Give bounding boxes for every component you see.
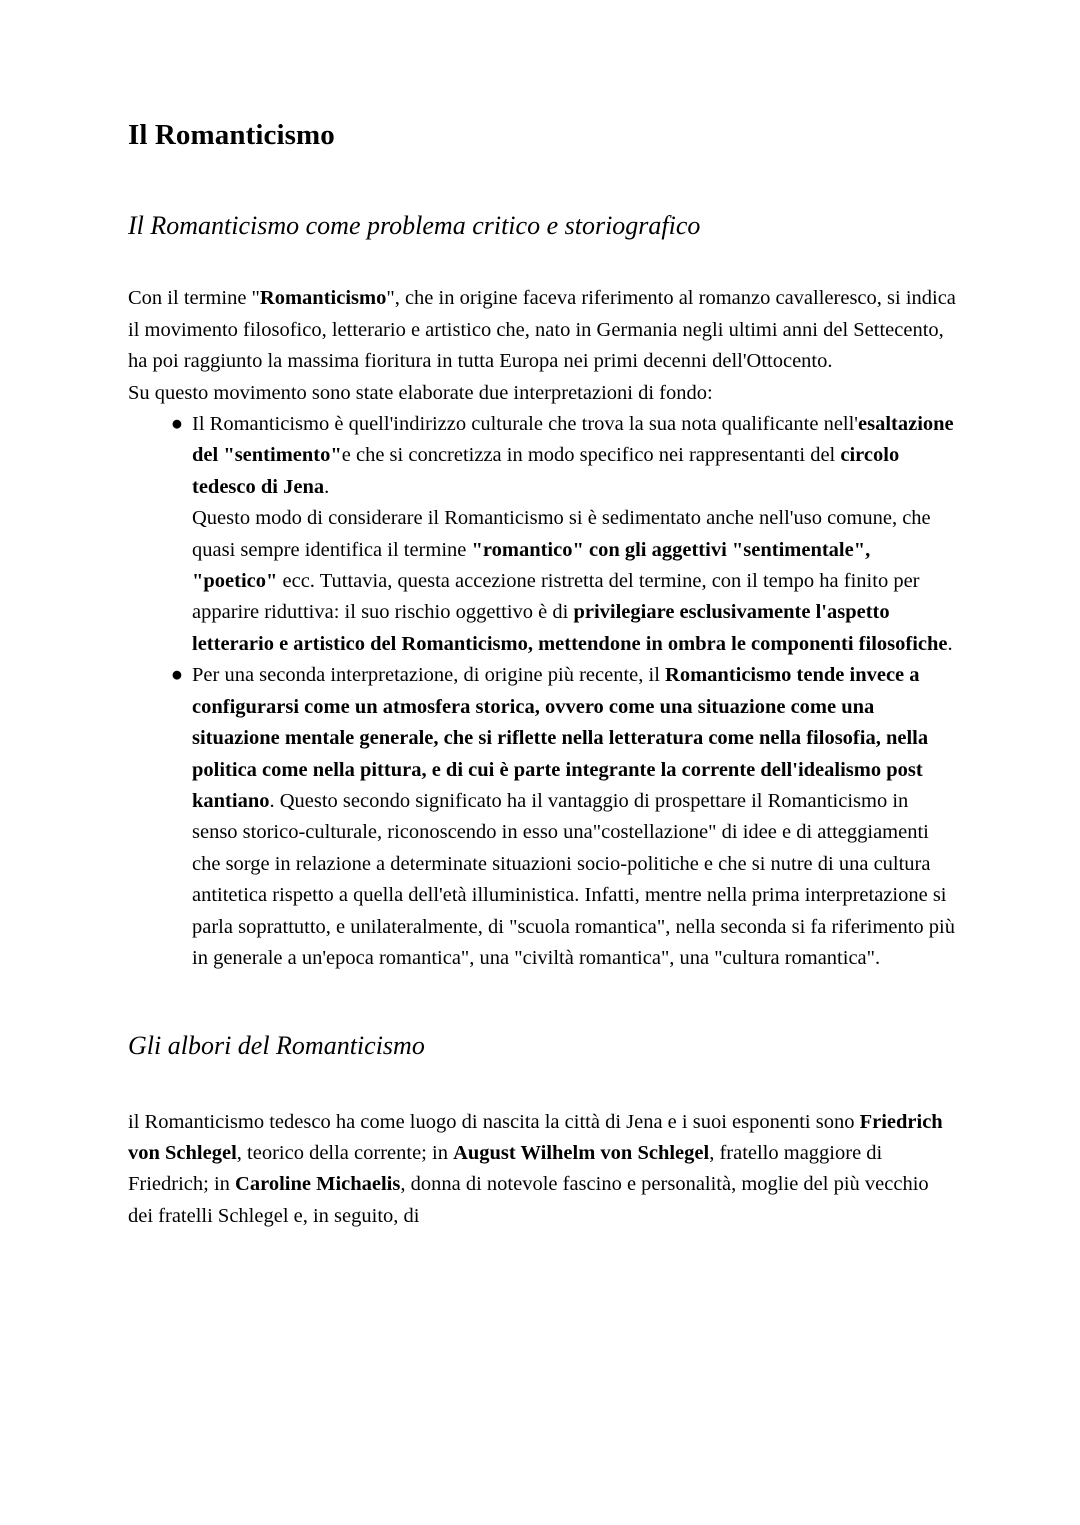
bullet-marker-icon: ● bbox=[170, 664, 184, 687]
paragraph-lead-in: Su questo movimento sono state elaborate due interpretazioni di fondo: bbox=[128, 381, 713, 404]
list-item-text: Per una seconda interpretazione, di origine più recente, il Romanticismo tende invece a configurarsi come un atmosfera storica, ovvero come una situazione come una situazione mentale generale, che si riflette nella letteratura come nella filosofia, nella politica come nella pittura, e di cui è parte integrante la corrente dell'idealismo post kantiano. Questo secondo significato ha il vantaggio di prospettare il Romanticismo in senso storico-culturale, riconoscendo in esso una"costellazione" di idee e di atteggiamenti che sorge in relazione a determinate situazioni socio-politiche e che si nutre di una cultura antitetica rispetto a quella dell'età illuministica. Infatti, mentre nella prima interpretazione si parla soprattutto, e unilateralmente, di "scuola romantica", nella seconda si fa riferimento più in generale a un'epoca romantica", una "civiltà romantica", una "cultura romantica". bbox=[192, 664, 956, 969]
section-1 bbox=[128, 210, 958, 974]
list-item bbox=[128, 409, 958, 660]
section-heading-1: Il Romanticismo come problema critico e storiografico bbox=[128, 211, 701, 241]
section-heading-2: Gli albori del Romanticismo bbox=[128, 1031, 425, 1061]
page-title: Il Romanticismo bbox=[128, 119, 335, 151]
interpretations-list bbox=[128, 409, 958, 974]
list-item bbox=[128, 660, 958, 974]
paragraph-intro: Con il termine "Romanticismo", che in origine faceva riferimento al romanzo cavalleresco, si indica il movimento filosofico, letterario e artistico che, nato in Germania negli ultimi anni del Settecento, ha poi raggiunto la massima fioritura in tutta Europa nei primi decenni dell'Ottocento. bbox=[128, 287, 956, 373]
bullet-marker-icon: ● bbox=[170, 413, 184, 436]
list-item-text: Il Romanticismo è quell'indirizzo culturale che trova la sua nota qualificante nell'esaltazione del "sentimento"e che si concretizza in modo specifico nei rappresentanti del circolo tedesco di Jena. Questo modo di considerare il Romanticismo si è sedimentato anche nell'uso comune, che quasi sempre identifica il termine "romantico" con gli aggettivi "sentimentale", "poetico" ecc. Tuttavia, questa accezione ristretta del termine, con il tempo ha finito per apparire riduttiva: il suo rischio oggettivo è di privilegiare esclusivamente l'aspetto letterario e artistico del Romanticismo, mettendone in ombra le componenti filosofiche. bbox=[192, 413, 954, 655]
paragraph-albori: il Romanticismo tedesco ha come luogo di nascita la città di Jena e i suoi esponenti sono Friedrich von Schlegel, teorico della corrente; in August Wilhelm von Schlegel, fratello maggiore di Friedrich; in Caroline Michaelis, donna di notevole fascino e personalità, moglie del più vecchio dei fratelli Schlegel e, in seguito, di bbox=[128, 1110, 943, 1227]
section-2 bbox=[128, 1030, 958, 1232]
